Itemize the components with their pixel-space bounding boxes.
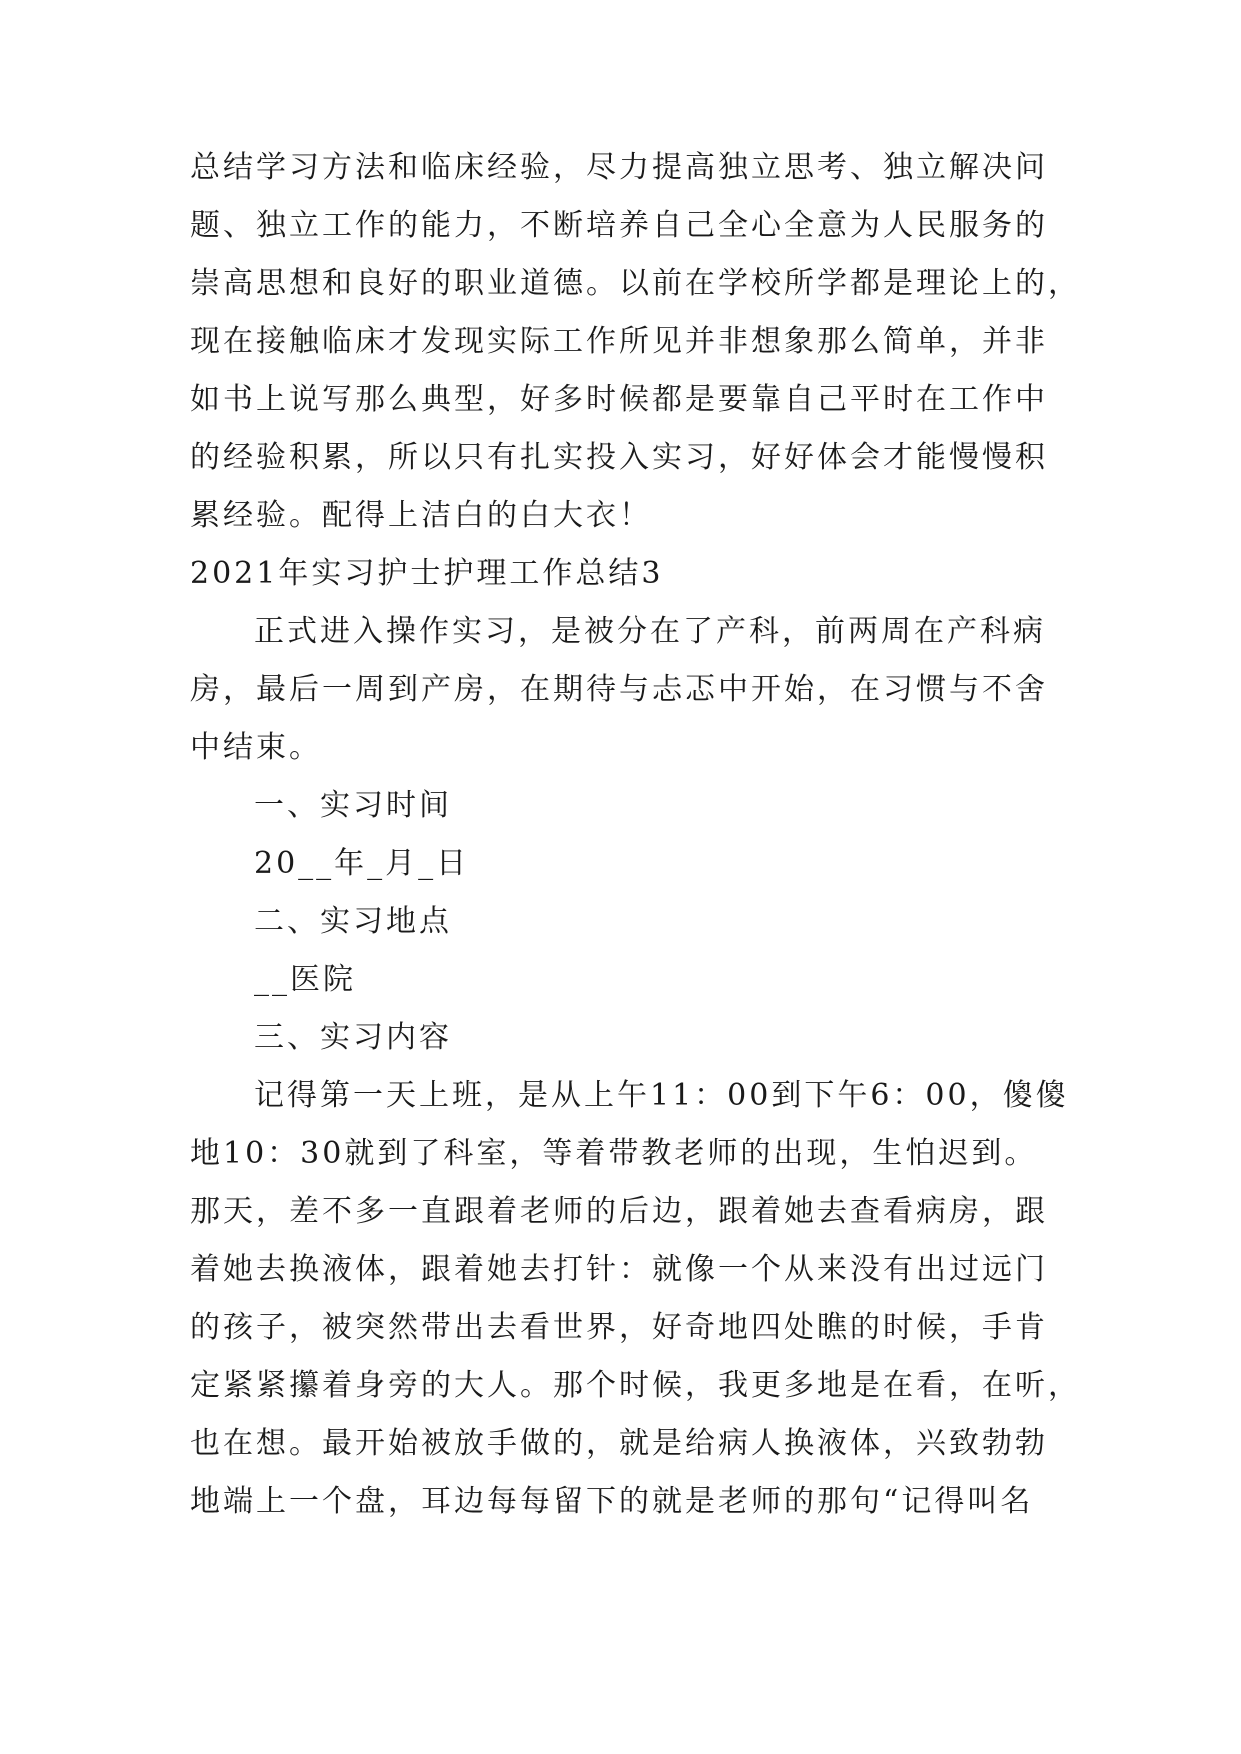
section-heading: 2021年实习护士护理工作总结3 bbox=[190, 556, 664, 591]
text-line: 现在接触临床才发现实际工作所见并非想象那么简单，并非 bbox=[190, 324, 1048, 359]
text-line: 正式进入操作实习，是被分在了产科，前两周在产科病 bbox=[254, 614, 1046, 649]
text-line: 的经验积累，所以只有扎实投入实习，好好体会才能慢慢积 bbox=[190, 440, 1048, 475]
text-line: 的孩子，被突然带出去看世界，好奇地四处瞧的时候，手肯 bbox=[190, 1310, 1048, 1345]
text-line: 中结束。 bbox=[190, 730, 322, 765]
text-line: 记得第一天上班，是从上午11：00到下午6：00，傻傻 bbox=[254, 1078, 1069, 1113]
text-line: 如书上说写那么典型，好多时候都是要靠自己平时在工作中 bbox=[190, 382, 1048, 417]
text-line: 着她去换液体，跟着她去打针：就像一个从来没有出过远门 bbox=[190, 1252, 1048, 1287]
subheading: 二、实习地点 bbox=[254, 904, 452, 939]
text-line: 崇高思想和良好的职业道德。以前在学校所学都是理论上的， bbox=[190, 266, 1081, 301]
text-line: 题、独立工作的能力，不断培养自己全心全意为人民服务的 bbox=[190, 208, 1048, 243]
text-line: 地端上一个盘，耳边每每留下的就是老师的那句“记得叫名 bbox=[190, 1484, 1034, 1519]
text-line: 定紧紧攥着身旁的大人。那个时候，我更多地是在看，在听， bbox=[190, 1368, 1081, 1403]
text-line: 也在想。最开始被放手做的，就是给病人换液体，兴致勃勃 bbox=[190, 1426, 1048, 1461]
text-line: 地10：30就到了科室，等着带教老师的出现，生怕迟到。 bbox=[190, 1136, 1038, 1171]
text-line: 总结学习方法和临床经验，尽力提高独立思考、独立解决问 bbox=[190, 150, 1048, 185]
text-line: __医院 bbox=[254, 962, 356, 997]
text-line: 累经验。配得上洁白的白大衣！ bbox=[190, 498, 652, 533]
text-line: 20__年_月_日 bbox=[254, 846, 470, 881]
text-line: 那天，差不多一直跟着老师的后边，跟着她去查看病房，跟 bbox=[190, 1194, 1048, 1229]
subheading: 一、实习时间 bbox=[254, 788, 452, 823]
subheading: 三、实习内容 bbox=[254, 1020, 452, 1055]
text-line: 房，最后一周到产房，在期待与忐忑中开始，在习惯与不舍 bbox=[190, 672, 1048, 707]
